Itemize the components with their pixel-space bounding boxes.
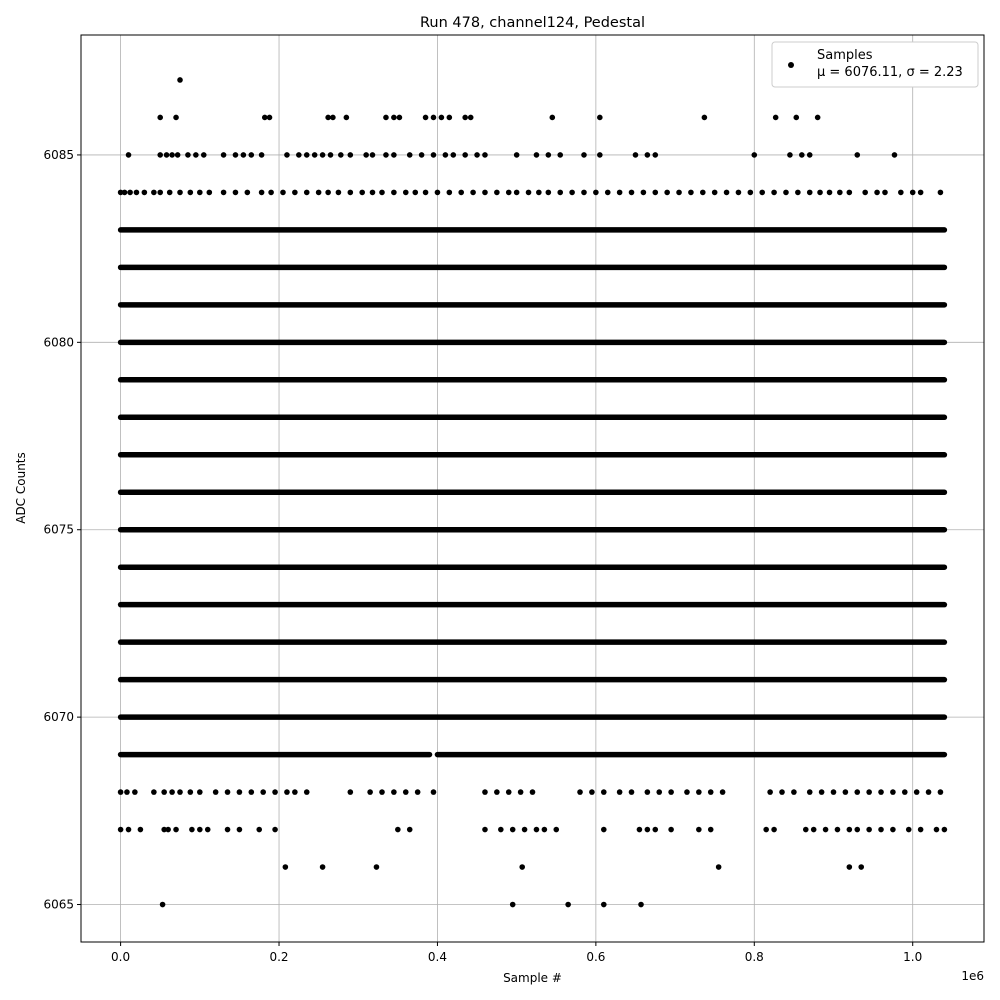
data-point [652, 190, 658, 196]
data-point [304, 789, 310, 795]
data-point [938, 789, 944, 795]
data-point [447, 190, 453, 196]
data-point [601, 789, 607, 795]
data-point [708, 789, 714, 795]
data-point [793, 115, 799, 121]
data-point [370, 190, 376, 196]
data-point [641, 190, 647, 196]
data-point [348, 190, 354, 196]
data-point [815, 115, 821, 121]
data-point [736, 190, 742, 196]
data-point [817, 190, 823, 196]
data-point [169, 152, 175, 158]
data-point [617, 190, 623, 196]
data-point [847, 864, 853, 870]
data-point [379, 789, 385, 795]
data-point [292, 789, 298, 795]
data-point [320, 864, 326, 870]
data-point [213, 789, 219, 795]
data-point [419, 152, 425, 158]
data-point [854, 789, 860, 795]
data-point [468, 115, 474, 121]
data-point [431, 789, 437, 795]
legend-marker [788, 62, 794, 68]
data-point [272, 827, 278, 833]
data-point [157, 190, 163, 196]
data-point [237, 827, 243, 833]
data-point [173, 827, 179, 833]
data-point [902, 789, 908, 795]
x-tick-label: 0.8 [744, 950, 764, 964]
data-point [708, 827, 714, 833]
data-point [795, 190, 801, 196]
data-point [482, 152, 488, 158]
data-point [423, 190, 429, 196]
data-point [482, 827, 488, 833]
data-point [304, 152, 310, 158]
data-point [751, 152, 757, 158]
data-point [890, 789, 896, 795]
data-point [837, 190, 843, 196]
data-point [403, 190, 409, 196]
data-point [593, 190, 599, 196]
data-point [370, 152, 376, 158]
data-point [645, 827, 651, 833]
data-point [157, 152, 163, 158]
data-point [189, 827, 195, 833]
data-point [799, 152, 805, 158]
data-point [676, 190, 682, 196]
data-point [233, 190, 239, 196]
data-point [783, 190, 789, 196]
data-point [878, 827, 884, 833]
data-point [629, 190, 635, 196]
data-point [597, 115, 603, 121]
data-point [320, 152, 326, 158]
data-point [142, 190, 148, 196]
y-tick-label: 6075 [43, 522, 74, 537]
data-point [431, 152, 437, 158]
data-point [197, 827, 203, 833]
data-point [316, 190, 322, 196]
data-point [127, 190, 133, 196]
data-point [898, 190, 904, 196]
data-point [771, 827, 777, 833]
data-point [256, 827, 262, 833]
data-point [124, 789, 130, 795]
data-point [344, 115, 350, 121]
data-point [530, 789, 536, 795]
data-point [807, 152, 813, 158]
data-point [336, 190, 342, 196]
x-tick-label: 1.0 [903, 950, 923, 964]
data-point [169, 789, 175, 795]
data-point [557, 152, 563, 158]
legend [772, 42, 978, 87]
data-point [259, 190, 265, 196]
y-tick-label: 6070 [43, 710, 74, 725]
data-point [874, 190, 880, 196]
data-point [403, 789, 409, 795]
data-point [601, 902, 607, 908]
data-point [791, 789, 797, 795]
data-point [241, 152, 247, 158]
data-point [918, 190, 924, 196]
data-point [546, 190, 552, 196]
data-point [638, 902, 644, 908]
data-point [882, 190, 888, 196]
data-point [407, 827, 413, 833]
data-point [522, 827, 528, 833]
data-point [773, 115, 779, 121]
data-point [280, 190, 286, 196]
data-point [132, 789, 138, 795]
data-point [779, 789, 785, 795]
data-point [942, 827, 948, 833]
data-point [803, 827, 809, 833]
data-point [379, 190, 385, 196]
data-point [157, 115, 163, 121]
data-point [177, 77, 183, 83]
data-point [126, 827, 132, 833]
data-point [201, 152, 207, 158]
data-point [629, 789, 635, 795]
data-point [534, 152, 540, 158]
y-tick-label: 6085 [43, 147, 74, 162]
data-point [534, 827, 540, 833]
data-point [423, 115, 429, 121]
data-point [771, 190, 777, 196]
data-point [284, 789, 290, 795]
data-point [359, 190, 365, 196]
data-point [283, 864, 289, 870]
data-point [118, 789, 124, 795]
data-point [338, 152, 344, 158]
data-point [617, 789, 623, 795]
data-point [245, 190, 251, 196]
data-point [589, 789, 595, 795]
data-point [296, 152, 302, 158]
data-point [553, 827, 559, 833]
data-point [494, 190, 500, 196]
data-point [450, 152, 456, 158]
data-point [151, 190, 157, 196]
data-point [536, 190, 542, 196]
data-point [383, 152, 389, 158]
data-point [118, 827, 124, 833]
data-point [197, 190, 203, 196]
data-point [292, 190, 298, 196]
y-tick-label: 6065 [43, 897, 74, 912]
data-point [284, 152, 290, 158]
data-point [237, 789, 243, 795]
data-point [763, 827, 769, 833]
data-point [330, 115, 336, 121]
data-point [823, 827, 829, 833]
data-point [510, 902, 516, 908]
data-point [510, 827, 516, 833]
data-point [858, 864, 864, 870]
data-point [470, 190, 476, 196]
data-point [688, 190, 694, 196]
data-point [716, 864, 722, 870]
data-point [225, 789, 231, 795]
data-point [391, 190, 397, 196]
data-point [633, 152, 639, 158]
data-point [126, 152, 132, 158]
data-point [506, 190, 512, 196]
data-point [407, 152, 413, 158]
data-point [546, 152, 552, 158]
data-point [565, 902, 571, 908]
data-point [363, 152, 369, 158]
data-point [696, 827, 702, 833]
data-point [268, 190, 274, 196]
data-point [918, 827, 924, 833]
legend-stats-label: μ = 6076.11, σ = 2.23 [817, 65, 963, 80]
data-point [827, 190, 833, 196]
data-point [167, 190, 173, 196]
data-point [519, 864, 525, 870]
data-point [700, 190, 706, 196]
data-point [668, 789, 674, 795]
data-point [914, 789, 920, 795]
data-point [207, 190, 213, 196]
data-point [938, 190, 944, 196]
plot-area [81, 35, 984, 942]
data-point [164, 152, 170, 158]
data-point [391, 789, 397, 795]
x-tick-label: 0.6 [586, 950, 606, 964]
data-point [645, 152, 651, 158]
data-point [221, 190, 227, 196]
data-point [193, 152, 199, 158]
data-point [720, 789, 726, 795]
data-point [188, 789, 194, 795]
data-point [160, 902, 166, 908]
data-point [482, 190, 488, 196]
data-point [325, 190, 331, 196]
data-point [926, 789, 932, 795]
data-point [185, 152, 191, 158]
data-point [458, 190, 464, 196]
data-point [122, 190, 128, 196]
data-point [397, 115, 403, 121]
data-point [601, 827, 607, 833]
data-point [664, 190, 670, 196]
data-point [474, 152, 480, 158]
data-point [161, 789, 167, 795]
y-tick-label: 6080 [43, 335, 74, 350]
data-point [233, 152, 239, 158]
data-point [134, 190, 140, 196]
data-point [878, 789, 884, 795]
data-point [439, 115, 445, 121]
data-point [854, 152, 860, 158]
data-point [831, 789, 837, 795]
data-point [304, 190, 310, 196]
data-point [514, 190, 520, 196]
data-point [415, 789, 421, 795]
data-point [702, 115, 708, 121]
data-point [348, 152, 354, 158]
data-point [514, 152, 520, 158]
data-point [767, 789, 773, 795]
data-point [383, 115, 389, 121]
x-tick-label: 0.4 [427, 950, 447, 964]
data-point [367, 789, 373, 795]
chart-title: Run 478, channel124, Pedestal [419, 15, 646, 31]
data-point [412, 190, 418, 196]
data-point [668, 827, 674, 833]
data-point [759, 190, 765, 196]
data-point [260, 789, 266, 795]
data-point [843, 789, 849, 795]
y-axis-label: ADC Counts [14, 452, 28, 524]
data-point [748, 190, 754, 196]
x-tick-label: 0.2 [269, 950, 289, 964]
data-point [847, 190, 853, 196]
data-point [447, 115, 453, 121]
data-point [374, 864, 380, 870]
data-point [173, 115, 179, 121]
data-point [431, 115, 437, 121]
data-point [267, 115, 273, 121]
data-point [506, 789, 512, 795]
data-point [435, 190, 441, 196]
data-point [328, 152, 334, 158]
data-point [443, 152, 449, 158]
data-point [577, 789, 583, 795]
data-point [569, 190, 575, 196]
data-point [684, 789, 690, 795]
x-axis-label: Sample # [503, 971, 562, 985]
data-point [177, 190, 183, 196]
data-point [652, 827, 658, 833]
data-point [581, 190, 587, 196]
data-point [550, 115, 556, 121]
data-point [482, 789, 488, 795]
data-point [205, 827, 211, 833]
data-point [637, 827, 643, 833]
data-point [494, 789, 500, 795]
data-point [259, 152, 265, 158]
data-point [835, 827, 841, 833]
data-point [462, 152, 468, 158]
data-point [787, 152, 793, 158]
data-point [151, 789, 157, 795]
data-point [652, 152, 658, 158]
data-point [605, 190, 611, 196]
data-point [312, 152, 318, 158]
data-point [557, 190, 563, 196]
data-point [395, 827, 401, 833]
data-point [910, 190, 916, 196]
data-point [892, 152, 898, 158]
data-point [138, 827, 144, 833]
data-point [188, 190, 194, 196]
data-point [249, 152, 255, 158]
data-point [197, 789, 203, 795]
x-tick-label: 0.0 [111, 950, 131, 964]
data-point [656, 789, 662, 795]
data-point [391, 115, 397, 121]
data-point [597, 152, 603, 158]
data-point [866, 789, 872, 795]
data-point [518, 789, 524, 795]
data-point [645, 789, 651, 795]
data-point [221, 152, 227, 158]
data-point [462, 115, 468, 121]
data-point [272, 789, 278, 795]
data-point [807, 789, 813, 795]
data-point [542, 827, 548, 833]
data-point [807, 190, 813, 196]
data-point [934, 827, 940, 833]
data-point [724, 190, 730, 196]
data-point [696, 789, 702, 795]
data-point [581, 152, 587, 158]
data-point [249, 789, 255, 795]
data-point [906, 827, 912, 833]
data-point [526, 190, 532, 196]
data-point [165, 827, 171, 833]
data-point [498, 827, 504, 833]
data-point [847, 827, 853, 833]
data-point [348, 789, 354, 795]
data-point [712, 190, 718, 196]
data-point [854, 827, 860, 833]
data-point [890, 827, 896, 833]
data-point [862, 190, 868, 196]
data-point [175, 152, 181, 158]
data-point [819, 789, 825, 795]
x-axis-offset-label: 1e6 [961, 969, 984, 983]
data-point [866, 827, 872, 833]
data-point [811, 827, 817, 833]
data-point [391, 152, 397, 158]
data-point [177, 789, 183, 795]
legend-series-label: Samples [817, 48, 873, 63]
data-point [225, 827, 231, 833]
